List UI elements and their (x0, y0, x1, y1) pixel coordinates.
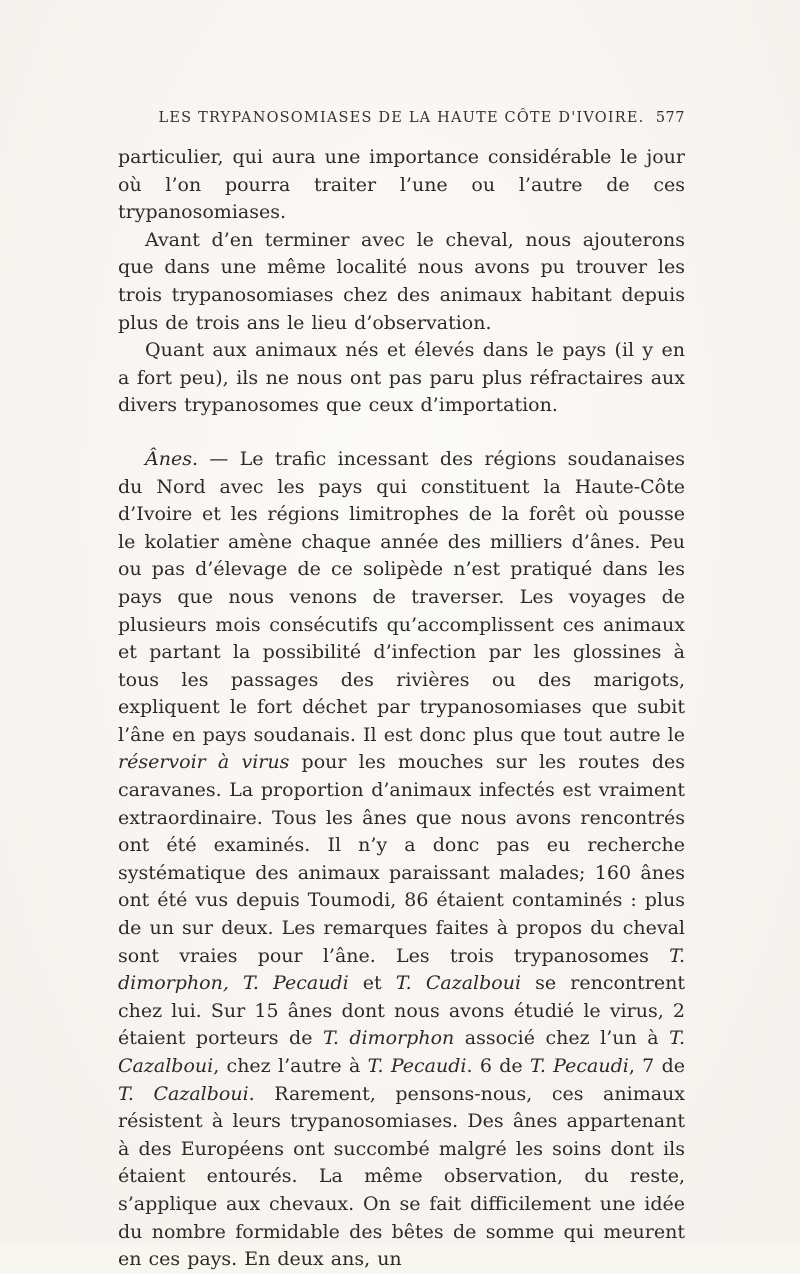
italic-run: T. Pecaudi (367, 1055, 467, 1077)
text-run: particulier, qui aura une importance considérable le jour où l’on pourra traiter l’une ou l’autre de ces trypanosomiases. (118, 146, 685, 224)
italic-run: T. dimorphon, T. Pecaudi (118, 944, 685, 995)
running-head-title: LES TRYPANOSOMIASES DE LA HAUTE CÔTE D'IVOIRE. (158, 110, 645, 126)
paragraph (118, 144, 685, 227)
paragraph (118, 446, 685, 1274)
text-run: , chez l’autre à (213, 1055, 368, 1077)
italic-run: Ânes. (145, 447, 198, 470)
text-run: associé chez l’un à (454, 1027, 670, 1050)
text-run: , 7 de (628, 1055, 685, 1077)
italic-run: T. Cazalboui (395, 972, 522, 995)
text-run: Avant d’en terminer avec le cheval, nous ajouterons que dans une même localité nous avons pu trouver les trois trypanosomiases chez des animaux habitant depuis plus de trois ans le lieu d’observation. (118, 228, 685, 334)
text-run: . 6 de (466, 1055, 530, 1077)
paragraph (118, 227, 685, 337)
text-run: et (348, 972, 396, 995)
text-run: — Le trafic incessant des régions soudanaises du Nord avec les pays qui constituent la Haute-Côte d’Ivoire et les régions limitrophes de la forêt où pousse le kolatier amène chaque année des milliers d’ânes. Peu ou pas d’élevage de ce solipède n’est pratiqué dans les pays que nous venons de traverser. Les voyages de plusieurs mois consécutifs qu’accomplissent ces animaux et partant la possibilité d’infection par les glossines à tous les passages des rivières ou des marigots, expliquent le fort déchet par trypanosomiases que subit l’âne en pays soudanais. Il est donc plus que tout autre le (118, 447, 685, 746)
text-run: se rencontrent chez lui. Sur 15 ânes dont nous avons étudié le virus, 2 étaient porteurs de (118, 972, 685, 1050)
paragraph (118, 337, 685, 420)
italic-run: T. Pecaudi (529, 1055, 629, 1077)
page-body (118, 144, 685, 1274)
italic-run: T. dimorphon (322, 1027, 455, 1050)
italic-run: T. Cazalboui (118, 1027, 685, 1077)
text-run: pour les mouches sur les routes des caravanes. La proportion d’animaux infectés est vraiment extraordinaire. Tous les ânes que nous avons rencontrés ont été examinés. Il n’y a donc pas eu recherche systématique des animaux paraissant malades; 160 ânes ont été vus depuis Toumodi, 86 étaient contaminés : plus de un sur deux. Les remarques faites à propos du cheval sont vraies pour l’âne. Les trois trypanosomes (118, 751, 685, 967)
text-run: . Rarement, pensons-nous, ces animaux résistent à leurs trypanosomiases. Des ânes appartenant à des Européens ont succombé malgré les soins dont ils étaient entourés. La même observation, du reste, s’applique aux chevaux. On se fait difficilement une idée du nombre formidable des bêtes de somme qui meurent en ces pays. En deux ans, un (118, 1082, 685, 1271)
running-head (118, 108, 685, 128)
italic-run: réservoir à virus (118, 751, 290, 774)
text-run: Quant aux animaux nés et élevés dans le pays (il y en a fort peu), ils ne nous ont pas paru plus réfractaires aux divers trypanosomes que ceux d’importation. (118, 339, 685, 417)
italic-run: T. Cazalboui (118, 1082, 249, 1105)
page-number: 577 (655, 110, 685, 126)
